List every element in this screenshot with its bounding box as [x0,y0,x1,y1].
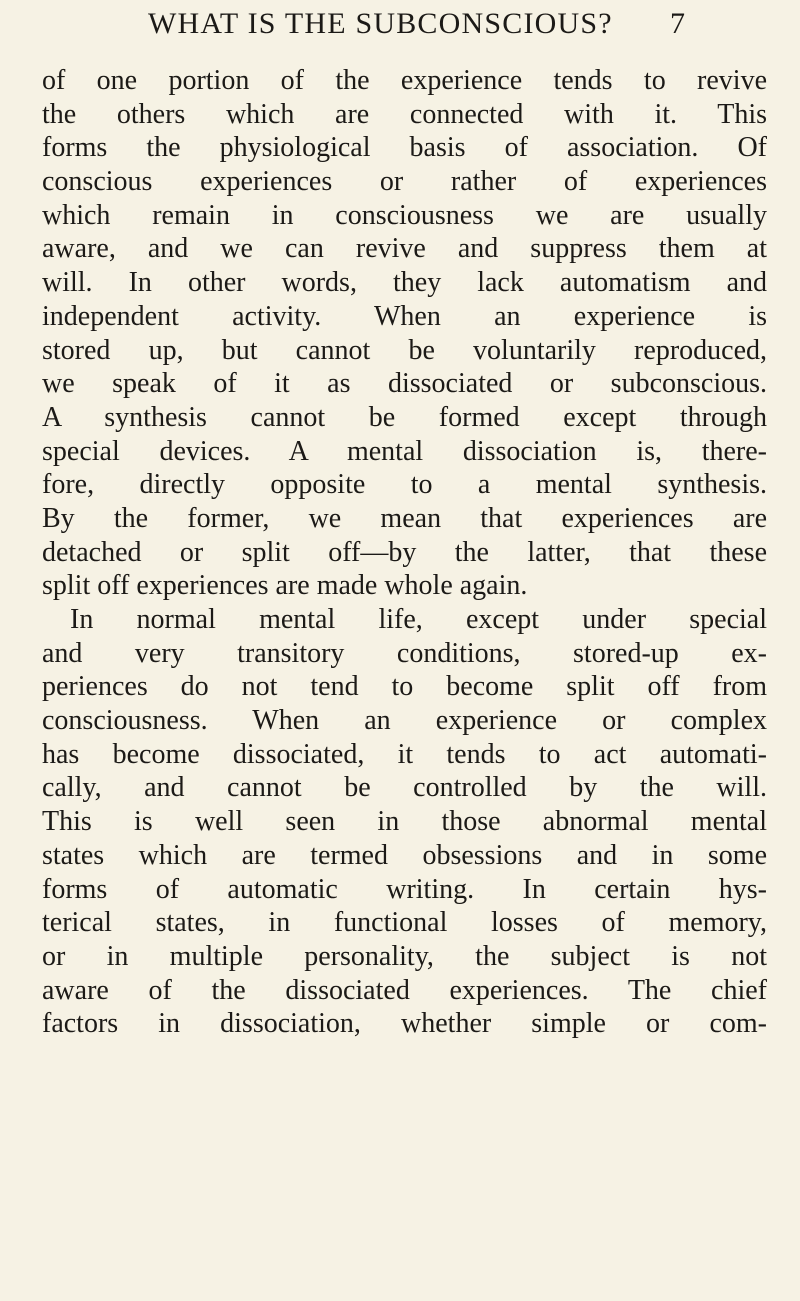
text-line: This is well seen in those abnormal mental [42,806,767,838]
text-line: and very transitory conditions, stored-up ex- [42,637,767,669]
text-line: fore, directly opposite to a mental synthesis. [42,469,767,501]
text-line: will. In other words, they lack automatism and [42,267,767,299]
text-line: or in multiple personality, the subject is not [42,940,767,972]
text-line: split off experiences are made whole again. [42,570,528,602]
text-line: special devices. A mental dissociation is, there- [42,435,767,467]
text-line: A synthesis cannot be formed except through [42,401,767,433]
text-line: factors in dissociation, whether simple or com- [42,1008,767,1040]
text-line: we speak of it as dissociated or subconscious. [42,368,767,400]
text-line: detached or split off—by the latter, that these [42,536,767,568]
text-line: conscious experiences or rather of experiences [42,166,767,198]
text-line: forms the physiological basis of association. Of [42,132,767,164]
text-line: In normal mental life, except under special [70,604,767,635]
text-line: cally, and cannot be controlled by the will. [42,772,767,804]
body-text [42,64,767,1041]
text-line: periences do not tend to become split off from [42,671,767,703]
running-head [0,2,800,46]
text-line: consciousness. When an experience or complex [42,705,767,737]
text-line: the others which are connected with it. This [42,98,767,130]
text-line: forms of automatic writing. In certain hys- [42,873,767,905]
text-line: terical states, in functional losses of memory, [42,907,767,939]
text-line: By the former, we mean that experiences are [42,502,767,534]
page-number: 7 [670,7,685,40]
text-line: independent activity. When an experience is [42,300,767,332]
text-line: stored up, but cannot be voluntarily reproduced, [42,334,767,366]
text-line: aware of the dissociated experiences. The chief [42,974,767,1006]
text-line: has become dissociated, it tends to act automati- [42,738,767,770]
text-line: of one portion of the experience tends to revive [42,65,767,96]
text-line: which remain in consciousness we are usually [42,199,767,231]
text-line: states which are termed obsessions and in some [42,839,767,871]
running-title: WHAT IS THE SUBCONSCIOUS? [148,7,613,40]
text-line: aware, and we can revive and suppress them at [42,233,767,265]
